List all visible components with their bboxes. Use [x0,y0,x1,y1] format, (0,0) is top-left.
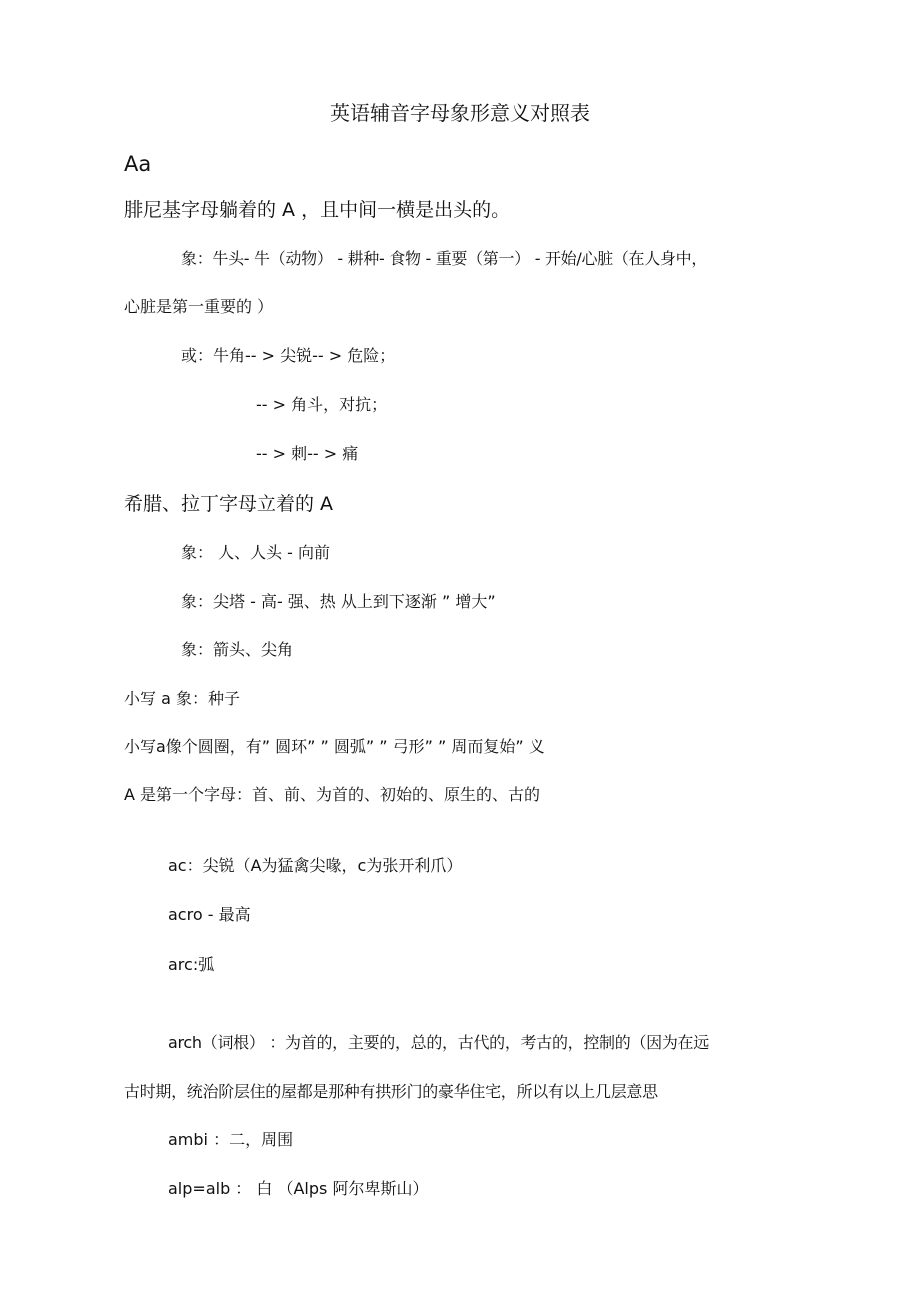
paragraph-line: 或：牛角-- > 尖锐-- > 危险； [181,346,396,365]
paragraph-line: 小写a像个圆圈，有” 圆环” ” 圆弧” ” 弓形” ” 周而复始” 义 [124,737,545,756]
paragraph-line: 象： 人、人头 - 向前 [181,543,331,562]
root-entry: ambi ：二，周围 [168,1130,294,1149]
paragraph-line: 象：牛头- 牛（动物） - 耕种- 食物 - 重要（第一） - 开始/心脏（在人身中， [181,249,708,268]
paragraph-line: 小写 a 象：种子 [124,689,240,708]
paragraph-line: -- > 刺-- > 痛 [256,444,359,463]
paragraph-line: 心脏是第一重要的 ） [124,297,274,316]
root-entry: ac：尖锐（A为猛禽尖喙，c为张开利爪） [168,856,463,875]
paragraph-line: -- > 角斗，对抗； [256,395,388,414]
page-title: 英语辅音字母象形意义对照表 [330,101,590,125]
root-entry: alp=alb ： 白 （Alps 阿尔卑斯山） [168,1179,429,1198]
root-entry-continuation: 古时期，统治阶层住的屋都是那种有拱形门的豪华住宅，所以有以上几层意思 [124,1082,658,1101]
paragraph-line: A 是第一个字母：首、前、为首的、初始的、原生的、古的 [124,785,541,804]
greek-latin-heading: 希腊、拉丁字母立着的 A [124,493,334,515]
root-entry: arch（词根） ：为首的，主要的，总的，古代的，考古的，控制的（因为在远 [168,1033,709,1052]
phoenician-heading: 腓尼基字母躺着的 A ，且中间一横是出头的。 [124,199,511,221]
paragraph-line: 象：箭头、尖角 [181,640,294,659]
letter-heading: Aa [124,152,152,176]
paragraph-line: 象：尖塔 - 高- 强、热 从上到下逐渐 ” 增大” [181,592,496,611]
root-entry: acro - 最高 [168,905,251,924]
root-entry: arc:弧 [168,955,215,974]
